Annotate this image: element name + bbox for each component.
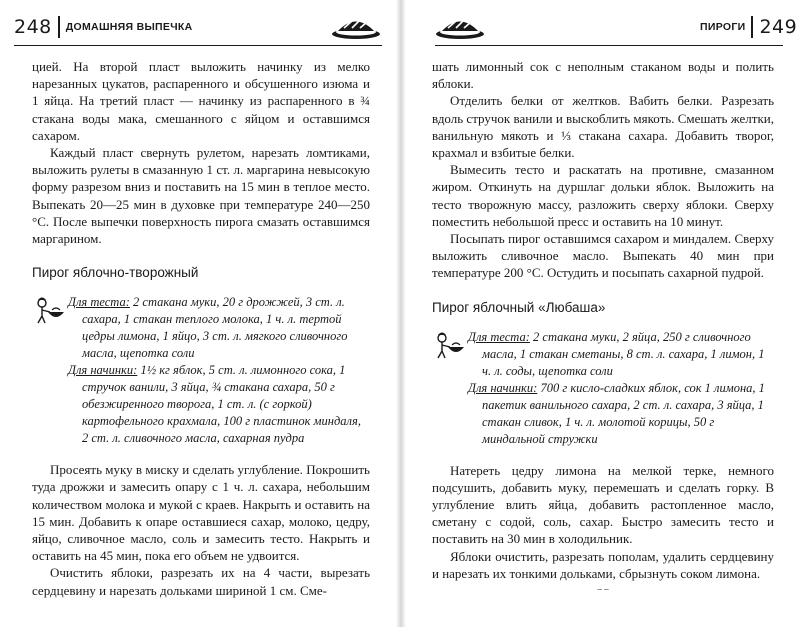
- dough-list: 2 стакана муки, 2 яйца, 250 г сливочного масла, 1 стакан сметаны, 8 ст. л. сахара, 1 лимон, 1 ч. л. соды, щепотка соли: [482, 329, 765, 378]
- ingredients-text: [468, 329, 774, 448]
- dough-ingredients: [68, 294, 370, 362]
- filling-label: Для начинки:: [468, 380, 538, 395]
- left-page-number: 248: [14, 16, 52, 38]
- ingredients-block: [432, 329, 774, 448]
- right-content: [432, 58, 774, 594]
- text-paragraph: Посыпать пирог оставшимся сахаром и миндалем. Сверху выложить сливочное масло. Выпекать 40 мин при температуре 200 °С. Остудить и посыпать сахарной пудрой.: [432, 231, 774, 281]
- right-running-header: [700, 14, 797, 40]
- filling-list: 1½ кг яблок, 5 ст. л. лимонного сока, 1 стручок ванили, 3 яйца, ¾ стакана сахара, 50 г обезжиренного творога, 1 ст. л. (с горкой) картофельного крахмала, 100 г пластинок миндаля, 2 ст. л. сливочного масла, сахарная пудра: [82, 363, 361, 446]
- text-paragraph: Отделить белки от желтков. Вабить белки. Разрезать вдоль стручок ванили и выскоблить мякоть. Смешать желтки, ванильную мякоть и ⅓ стакана сахара. Добавить творог, крахмал и взбитые белки.: [432, 93, 774, 161]
- dough-label: Для теста:: [468, 329, 530, 344]
- recipe-title: Пирог яблочно-творожный: [32, 265, 199, 281]
- text-paragraph: шать лимонный сок с неполным стаканом воды и полить яблоки.: [432, 59, 774, 92]
- text-paragraph: Яблоки очистить, разрезать пополам, удалить сердцевину и нарезать их тонкими дольками, сбрызнуть соком лимона.: [432, 548, 774, 581]
- text-paragraph: Каждый пласт свернуть рулетом, нарезать ломтиками, выложить рулеты в смазанную 1 ст. л. маргарина невысокую форму разрезом вниз и поставить на 15 мин в теплое место. Выпекать 20—25 мин в духовке при температуре 240—250 °С. После выпечки поверхность пирога смазать оставшимся маргарином.: [32, 145, 370, 247]
- left-running-header: [14, 14, 192, 40]
- ingredients-text: [68, 294, 370, 447]
- right-section-title: ПИРОГИ: [700, 21, 746, 33]
- footer-mark: – –: [597, 584, 609, 595]
- ingredients-block: [32, 294, 370, 447]
- header-separator: [58, 16, 60, 38]
- dough-list: 2 стакана муки, 20 г дрожжей, 3 ст. л. сахара, 1 стакан теплого молока, 1 ч. л. тертой цедры лимона, 1 яйцо, 3 ст. л. мягкого сливочного масла, щепотка соли: [82, 295, 348, 361]
- pie-on-plate-icon: [330, 10, 382, 40]
- filling-ingredients: [468, 380, 774, 448]
- dough-ingredients: [468, 329, 774, 380]
- header-separator: [751, 16, 753, 38]
- left-header-rule: [14, 45, 382, 46]
- cook-with-bowl-icon: [32, 296, 68, 326]
- text-paragraph: цией. На второй пласт выложить начинку из мелко нарезанных цукатов, распаренного и обсушенного изюма и 1 яйца. На третий пласт — начинку из распаренного в ¾ стакана воды мака, смешанного с яйцом и оставшимся сахаром.: [32, 59, 370, 143]
- filling-label: Для начинки:: [68, 363, 138, 378]
- recipe-title: Пирог яблочный «Любаша»: [432, 299, 606, 315]
- text-paragraph: Натереть цедру лимона на мелкой терке, немного подсушить, добавить муку, перемешать и сделать горку. В углубление влить яйца, добавить растопленное масло, сметану с содой, соль, сахар. Быстро замесить тесто и поставить на 30 мин в холодильник.: [432, 462, 774, 547]
- dough-label: Для теста:: [68, 295, 130, 310]
- text-paragraph: Очистить яблоки, разрезать их на 4 части, вырезать сердцевину и нарезать дольками шириной 1 см. Сме-: [32, 565, 370, 598]
- text-paragraph: Вымесить тесто и раскатать на противне, смазанном жиром. Откинуть на дуршлаг дольки яблок. Выложить на тесто творожную массу, разложить сверху яблоки. Сверху поместить небольшой пресс и оставить на 10 минут.: [432, 162, 774, 229]
- filling-ingredients: [68, 362, 370, 447]
- right-page: [400, 0, 800, 627]
- left-content: [32, 58, 370, 599]
- text-paragraph: Просеять муку в миску и сделать углубление. Покрошить туда дрожжи и замесить опару с 1 ч. л. сахара, небольшим количеством молока и мукой с краев. Накрыть и оставить на 15 мин. Добавить к опаре оставшиеся сахар, молоко, цедру, яйцо, сливочное масло, соль и замесить тесто. Накрыть и оставить на 45 мин, пока его объем не удвоится.: [32, 462, 370, 564]
- left-section-title: ДОМАШНЯЯ ВЫПЕЧКА: [65, 21, 193, 33]
- pie-on-plate-icon: [434, 10, 486, 40]
- right-header-rule: [435, 45, 783, 46]
- cook-with-bowl-icon: [432, 331, 468, 361]
- filling-list: 700 г кисло-сладких яблок, сок 1 лимона, 1 пакетик ванильного сахара, 2 ст. л. сахара, 3 яйца, 1 стакан сливок, 1 ч. л. молотой корицы, 50 г миндальной стружки: [482, 380, 765, 446]
- right-page-number: 249: [759, 16, 798, 38]
